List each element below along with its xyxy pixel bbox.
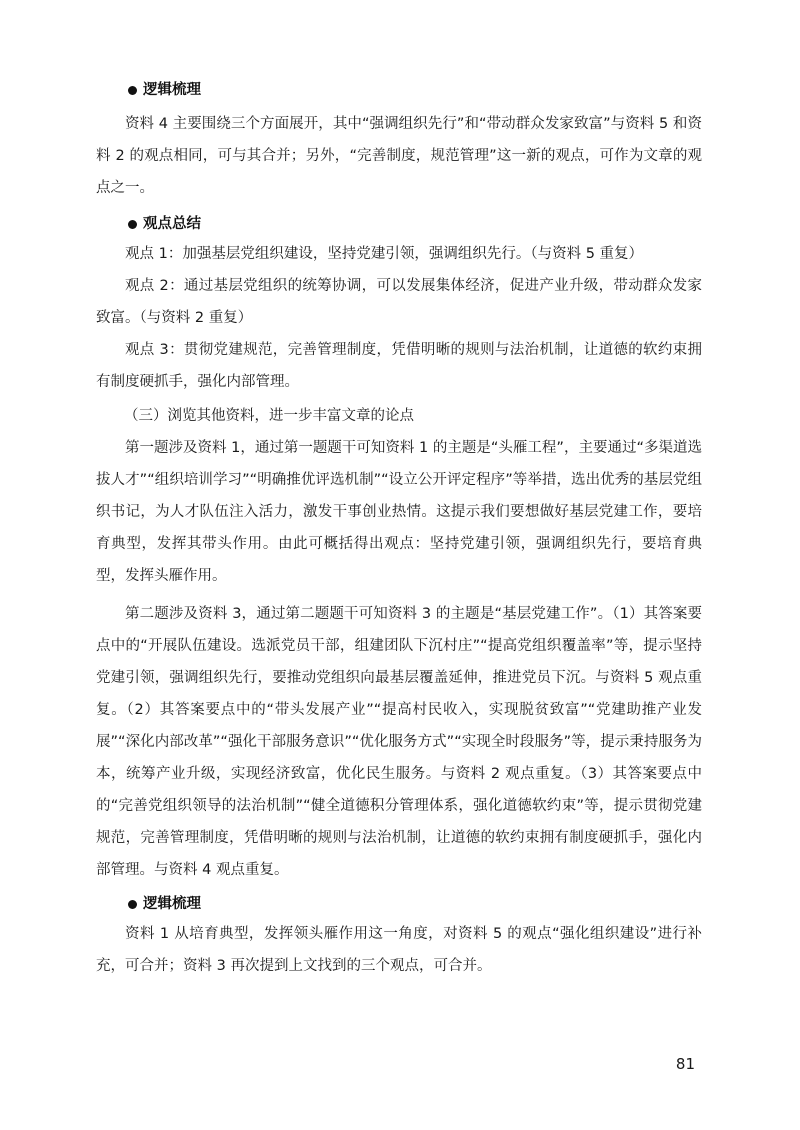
page-number: 81 [675, 1055, 695, 1073]
section-title: （三）浏览其他资料，进一步丰富文章的论点 [124, 408, 414, 424]
paragraph-logic-review: 资料 4 主要围绕三个方面展开，其中“强调组织先行”和“带动群众发家致富”与资料 5 和资料 2 的观点相同，可与其合并；另外，“完善制度，规范管理”这一新的观点，可作为文章的观点之一。 [96, 116, 702, 196]
bullet-icon [128, 220, 137, 229]
bullet-icon [128, 86, 137, 95]
page-content [96, 78, 702, 982]
paragraph-logic-review-2: 资料 1 从培育典型，发挥领头雁作用这一角度，对资料 5 的观点“强化组织建设”进行补充，可合并；资料 3 再次提到上文找到的三个观点，可合并。 [96, 926, 702, 974]
heading-viewpoint-summary [128, 212, 702, 236]
heading-text: 逻辑梳理 [143, 896, 201, 912]
heading-text: 观点总结 [143, 216, 201, 232]
paragraph-viewpoint-1: 观点 1：加强基层党组织建设，坚持党建引领，强调组织先行。（与资料 5 重复） [125, 246, 644, 262]
paragraph-viewpoint-2: 观点 2：通过基层党组织的统筹协调，可以发展集体经济，促进产业升级，带动群众发家致富。（与资料 2 重复） [96, 278, 702, 326]
paragraph-viewpoint-3: 观点 3：贯彻党建规范，完善管理制度，凭借明晰的规则与法治机制，让道德的软约束拥有制度硬抓手，强化内部管理。 [96, 342, 702, 390]
heading-logic-review [128, 78, 702, 102]
paragraph-question-2: 第二题涉及资料 3，通过第二题题干可知资料 3 的主题是“基层党建工作”。（1）其答案要点中的“开展队伍建设。选派党员干部，组建团队下沉村庄”“提高党组织覆盖率”等，提示坚持党建引领，强调组织先行，要推动党组织向最基层覆盖延伸，推进党员下沉。与资料 5 观点重复。（2）其答案要点中的“带头发展产业”“提高村民收入，实现脱贫致富”“党建助推产业发展”“深化内部改革”“强化干部服务意识”“优化服务方式”“实现全时段服务”等，提示秉持服务为本，统筹产业升级，实现经济致富，优化民生服务。与资料 2 观点重复。（3）其答案要点中的“完善党组织领导的法治机制”“健全道德积分管理体系，强化道德软约束”等，提示贯彻党建规范，完善管理制度，凭借明晰的规则与法治机制，让道德的软约束拥有制度硬抓手，强化内部管理。与资料 4 观点重复。 [96, 606, 702, 878]
heading-logic-review-2 [128, 892, 702, 916]
paragraph-question-1: 第一题涉及资料 1，通过第一题题干可知资料 1 的主题是“头雁工程”，主要通过“多渠道选拔人才”“组织培训学习”“明确推优评选机制”“设立公开评定程序”等举措，选出优秀的基层党组织书记，为人才队伍注入活力，激发干事创业热情。这提示我们要想做好基层党建工作，要培育典型，发挥其带头作用。由此可概括得出观点：坚持党建引领，强调组织先行，要培育典型，发挥头雁作用。 [96, 440, 702, 584]
bullet-icon [128, 900, 137, 909]
heading-text: 逻辑梳理 [143, 82, 201, 98]
